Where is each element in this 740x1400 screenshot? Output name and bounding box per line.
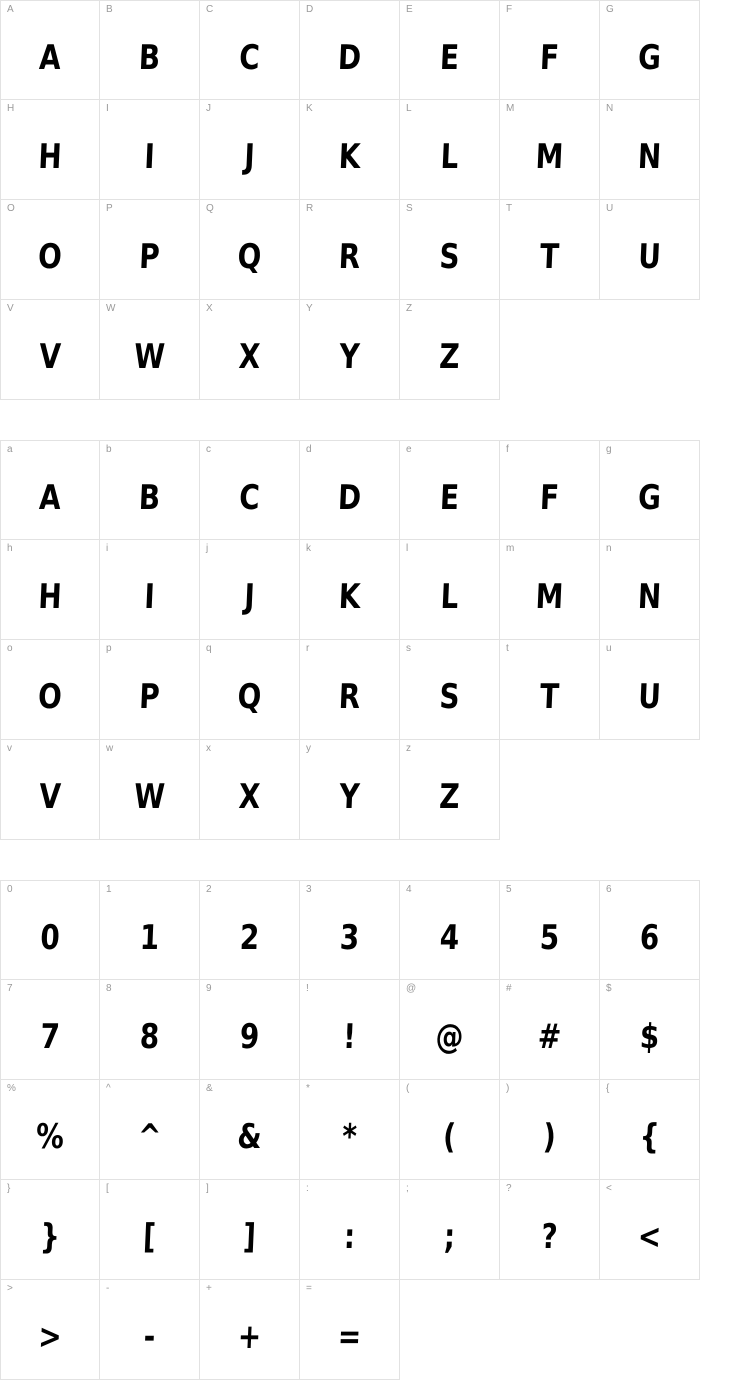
glyph-cell[interactable] [500,640,600,740]
glyph-cell-label: x [206,743,211,754]
glyph-cell[interactable] [500,440,600,540]
glyph-cell-label: ; [406,1183,409,1194]
glyph-cell[interactable] [0,980,100,1080]
glyph-cell[interactable] [500,1080,600,1180]
glyph-render: G [637,38,662,78]
glyph-render: + [236,1317,263,1357]
glyph-render: C [238,38,261,78]
glyph-cell[interactable] [100,880,200,980]
glyph-cell-label: 6 [606,884,612,895]
glyph-cell[interactable] [200,1280,300,1380]
glyph-render: & [236,1117,263,1157]
glyph-render: ] [242,1217,257,1257]
glyph-render: M [534,577,565,617]
glyph-render: Y [338,337,361,377]
glyph-cell[interactable] [300,980,400,1080]
glyph-cell-label: 2 [206,884,212,895]
glyph-cell[interactable] [100,1180,200,1280]
glyph-cell[interactable] [200,0,300,100]
glyph-cell-label: O [7,203,15,214]
glyph-render: Z [438,777,461,817]
glyph-cell-label: R [306,203,314,214]
glyph-render: G [637,478,662,518]
glyph-cell[interactable] [600,540,700,640]
glyph-render: B [138,38,161,78]
glyph-cell[interactable] [100,300,200,400]
glyph-cell-label: G [606,4,614,15]
glyph-render: K [337,137,362,177]
glyph-render: Y [338,777,361,817]
glyph-render: W [133,337,166,377]
glyph-cell[interactable] [600,100,700,200]
glyph-cell[interactable] [200,640,300,740]
glyph-render: 1 [138,918,161,958]
glyph-cell[interactable] [500,540,600,640]
glyph-cell-label: g [606,444,612,455]
glyph-cell[interactable] [200,980,300,1080]
glyph-cell-label: H [7,103,15,114]
glyph-render: = [336,1317,363,1357]
glyph-render: ! [342,1017,357,1057]
glyph-cell-label: j [206,543,209,554]
glyph-cell[interactable] [200,880,300,980]
glyph-cell[interactable] [0,100,100,200]
glyph-render: C [238,478,261,518]
glyph-cell-label: D [306,4,314,15]
glyph-render: S [438,677,461,717]
glyph-cell[interactable] [100,1280,200,1380]
glyph-render: L [439,137,460,177]
glyph-cell-label: Q [206,203,214,214]
glyph-cell[interactable] [0,1280,100,1380]
glyph-cell[interactable] [100,200,200,300]
glyph-render: Z [438,337,461,377]
glyph-cell-label: N [606,103,614,114]
glyph-cell[interactable] [200,1180,300,1280]
glyph-cell[interactable] [400,1080,500,1180]
glyph-cell-label: E [406,4,413,15]
glyph-cell[interactable] [600,0,700,100]
glyph-render: } [39,1217,61,1257]
glyph-render: S [438,237,461,277]
glyph-cell-label: # [506,983,512,994]
glyph-cell-label: s [406,643,411,654]
glyph-cell-label: m [506,543,515,554]
glyph-render: F [539,478,560,518]
glyph-cell[interactable] [100,100,200,200]
glyph-cell-label: 9 [206,983,212,994]
glyph-render: L [439,577,460,617]
glyph-cell[interactable] [300,540,400,640]
glyph-render: V [38,777,62,817]
glyph-render: 2 [238,918,261,958]
glyph-cell-label: S [406,203,413,214]
glyph-cell[interactable] [300,1180,400,1280]
glyph-render: ^ [136,1117,163,1157]
glyph-cell[interactable] [500,880,600,980]
glyph-cell-label: ( [406,1083,410,1094]
glyph-cell-label: c [206,444,211,455]
glyph-cell-label: T [506,203,513,214]
glyph-cell[interactable] [200,540,300,640]
glyph-cell-label: % [7,1083,16,1094]
glyph-cell[interactable] [200,200,300,300]
glyph-cell[interactable] [300,640,400,740]
glyph-cell[interactable] [100,980,200,1080]
glyph-cell[interactable] [200,100,300,200]
glyph-cell[interactable] [300,1080,400,1180]
glyph-cell-label: X [206,303,213,314]
glyph-cell[interactable] [0,200,100,300]
glyph-cell[interactable] [0,880,100,980]
glyph-cell-label: o [7,643,13,654]
glyph-cell-label: v [7,743,12,754]
glyph-render: 8 [138,1017,161,1057]
glyph-cell-label: 1 [106,884,112,895]
glyph-render: 0 [39,918,61,958]
glyph-section-uppercase [0,0,740,400]
glyph-cell-label: 7 [7,983,13,994]
glyph-render: J [243,137,256,177]
glyph-render: D [337,38,362,78]
glyph-render: 3 [338,918,361,958]
glyph-render: M [534,137,565,177]
glyph-cell[interactable] [500,980,600,1080]
glyph-cell-label: w [106,743,114,754]
glyph-cell[interactable] [100,440,200,540]
glyph-cell-label: n [606,543,612,554]
glyph-cell[interactable] [300,0,400,100]
glyph-render: I [143,577,156,617]
glyph-render: > [37,1317,63,1357]
glyph-cell-label: ) [506,1083,510,1094]
glyph-cell-label: P [106,203,113,214]
glyph-cell-label: b [106,444,112,455]
glyph-render: R [337,677,362,717]
glyph-render: U [637,237,662,277]
glyph-render: J [243,577,256,617]
glyph-cell[interactable] [400,100,500,200]
glyph-cell[interactable] [0,300,100,400]
glyph-section-symbols [0,880,740,1380]
glyph-render: @ [434,1017,465,1057]
glyph-cell-label: Z [406,303,413,314]
glyph-cell[interactable] [100,1080,200,1180]
glyph-render: [ [142,1217,157,1257]
glyph-render: ( [442,1117,457,1157]
glyph-cell[interactable] [400,200,500,300]
glyph-render: 6 [638,918,661,958]
glyph-cell-label: ! [306,983,309,994]
glyph-render: ; [443,1217,456,1257]
glyph-cell[interactable] [300,880,400,980]
glyph-render: O [37,237,63,277]
glyph-render: 4 [438,918,461,958]
glyph-cell[interactable] [0,540,100,640]
glyph-cell-label: * [306,1083,310,1094]
glyph-cell-label: 8 [106,983,112,994]
glyph-render: # [536,1017,563,1057]
glyph-cell[interactable] [0,440,100,540]
glyph-render: N [636,137,663,177]
glyph-cell-label: + [206,1283,212,1294]
glyph-cell-label: - [106,1283,110,1294]
section-divider-1 [0,400,740,440]
glyph-cell[interactable] [0,0,100,100]
glyph-render: O [37,677,63,717]
glyph-cell[interactable] [500,0,600,100]
glyph-render: V [38,337,62,377]
glyph-cell[interactable] [500,200,600,300]
glyph-cell-label: C [206,4,214,15]
glyph-render: P [138,677,161,717]
glyph-cell-label: & [206,1083,213,1094]
glyph-cell[interactable] [600,880,700,980]
glyph-render: Q [236,237,263,277]
glyph-cell-label: I [106,103,109,114]
glyph-render: % [35,1117,65,1157]
glyph-cell[interactable] [300,740,400,840]
glyph-cell-label: a [7,444,13,455]
glyph-cell[interactable] [200,440,300,540]
glyph-cell-label: J [206,103,211,114]
glyph-cell[interactable] [200,740,300,840]
glyph-cell[interactable] [200,1080,300,1180]
glyph-cell-label: @ [406,983,417,994]
glyph-cell-label: > [7,1283,13,1294]
glyph-cell-label: 5 [506,884,512,895]
glyph-render: B [138,478,161,518]
glyph-cell-label: A [7,4,14,15]
glyph-cell[interactable] [300,200,400,300]
glyph-cell[interactable] [400,440,500,540]
glyph-cell[interactable] [0,640,100,740]
glyph-render: F [539,38,560,78]
glyph-render: E [439,38,460,78]
glyph-cell[interactable] [400,300,500,400]
glyph-cell-label: ? [506,1183,512,1194]
glyph-cell-label: L [406,103,412,114]
glyph-render: Q [236,677,263,717]
glyph-cell-label: W [106,303,116,314]
glyph-cell-label: l [406,543,409,554]
glyph-cell-label: f [506,444,509,455]
glyph-cell-label: p [106,643,112,654]
glyph-cell-label: M [506,103,515,114]
glyph-cell[interactable] [300,1280,400,1380]
glyph-render: : [343,1217,356,1257]
glyph-render: I [143,137,156,177]
glyph-cell[interactable] [100,640,200,740]
glyph-render: X [237,337,262,377]
glyph-render: 9 [238,1017,261,1057]
glyph-render: 7 [39,1017,61,1057]
glyph-cell[interactable] [600,1180,700,1280]
glyph-cell-label: < [606,1183,612,1194]
glyph-render: $ [638,1017,661,1057]
glyph-cell[interactable] [400,540,500,640]
glyph-cell-label: 0 [7,884,13,895]
glyph-cell-label: B [106,4,113,15]
glyph-render: 5 [538,918,561,958]
glyph-render: ? [540,1217,559,1257]
glyph-cell-label: U [606,203,614,214]
glyph-render: * [341,1117,358,1157]
glyph-render: U [637,677,662,717]
glyph-render: H [37,577,63,617]
glyph-render: W [133,777,166,817]
glyph-cell-label: : [306,1183,309,1194]
glyph-cell-label: u [606,643,612,654]
glyph-cell-label: V [7,303,14,314]
glyph-render: H [37,137,63,177]
glyph-render: T [539,237,560,277]
glyph-cell[interactable] [300,300,400,400]
glyph-cell[interactable] [400,0,500,100]
glyph-cell[interactable] [600,640,700,740]
glyph-cell[interactable] [400,640,500,740]
glyph-render: X [237,777,262,817]
section-divider-2 [0,840,740,880]
glyph-render: { [638,1117,661,1157]
glyph-cell[interactable] [300,100,400,200]
glyph-cell[interactable] [600,200,700,300]
glyph-cell-label: Y [306,303,313,314]
glyph-cell[interactable] [0,1180,100,1280]
glyph-section-lowercase [0,440,740,840]
glyph-render: R [337,237,362,277]
glyph-cell-label: K [306,103,313,114]
glyph-render: T [539,677,560,717]
glyph-cell[interactable] [200,300,300,400]
glyph-render: A [38,38,62,78]
glyph-cell-label: 3 [306,884,312,895]
glyph-cell[interactable] [100,0,200,100]
glyph-cell[interactable] [0,1080,100,1180]
glyph-render: N [636,577,663,617]
glyph-cell[interactable] [400,980,500,1080]
glyph-cell[interactable] [600,1080,700,1180]
glyph-cell[interactable] [400,1180,500,1280]
glyph-cell-label: t [506,643,509,654]
glyph-render: P [138,237,161,277]
glyph-cell[interactable] [400,740,500,840]
glyph-cell[interactable] [300,440,400,540]
glyph-cell[interactable] [600,440,700,540]
bottom-padding [0,1380,740,1400]
glyph-render: < [636,1217,663,1257]
glyph-render: - [142,1317,157,1357]
glyph-cell-label: ] [206,1183,209,1194]
glyph-cell-label: 4 [406,884,412,895]
glyph-cell-label: $ [606,983,612,994]
glyph-cell-label: } [7,1183,11,1194]
glyph-cell-label: r [306,643,310,654]
glyph-cell-label: e [406,444,412,455]
glyph-cell-label: d [306,444,312,455]
glyph-cell-label: ^ [106,1083,111,1094]
glyph-cell-label: z [406,743,411,754]
glyph-cell-label: k [306,543,311,554]
glyph-cell[interactable] [500,100,600,200]
glyph-render: A [38,478,62,518]
glyph-render: K [337,577,362,617]
glyph-cell-label: F [506,4,513,15]
glyph-cell-label: y [306,743,311,754]
glyph-cell-label: = [306,1283,312,1294]
glyph-cell[interactable] [100,540,200,640]
glyph-cell-label: { [606,1083,610,1094]
glyph-cell-label: i [106,543,109,554]
glyph-render: ) [542,1117,557,1157]
glyph-cell[interactable] [100,740,200,840]
glyph-cell[interactable] [600,980,700,1080]
glyph-cell[interactable] [0,740,100,840]
glyph-render: D [337,478,362,518]
glyph-render: E [439,478,460,518]
glyph-cell-label: h [7,543,13,554]
glyph-cell[interactable] [400,880,500,980]
glyph-cell-label: q [206,643,212,654]
glyph-cell-label: [ [106,1183,109,1194]
glyph-cell[interactable] [500,1180,600,1280]
